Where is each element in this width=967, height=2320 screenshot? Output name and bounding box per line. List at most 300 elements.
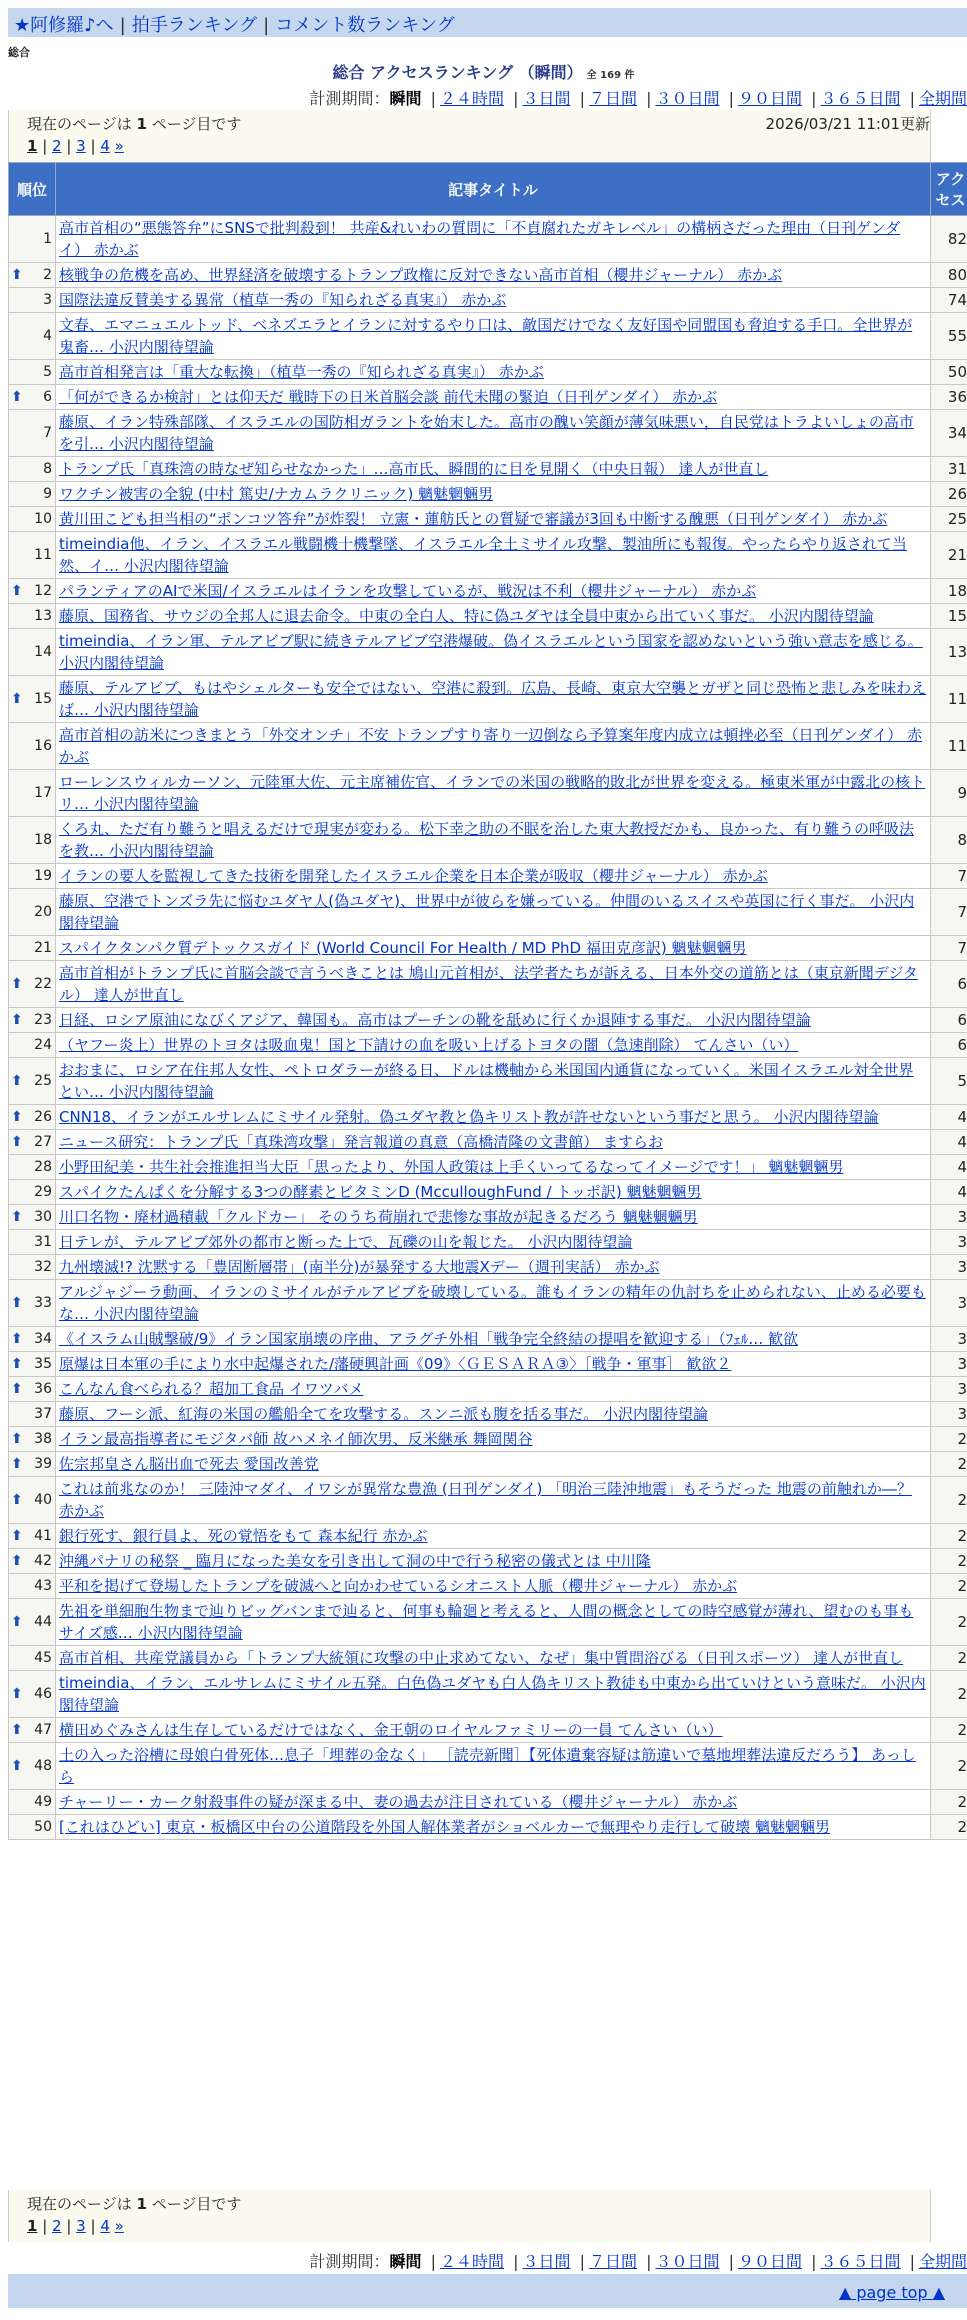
article-title-link[interactable]: 原爆は日本軍の手により水中起爆された/藩硬興計画《09》〈ＧＥＳＡＲＡ③〉［戦争・軍事］ 歓欲２ <box>59 1355 732 1373</box>
table-row <box>9 604 967 629</box>
title-cell <box>56 1130 931 1155</box>
rank-cell <box>9 1452 56 1477</box>
table-row <box>9 1646 967 1671</box>
period-link-30d-bottom[interactable]: ３０日間 <box>655 2252 720 2271</box>
title-cell <box>56 313 931 360</box>
rank-up-arrow-icon: ⬆ <box>11 1331 23 1347</box>
access-count: 6 <box>931 961 967 1008</box>
title-cell <box>56 1574 931 1599</box>
article-title-link[interactable]: パランティアのAIで米国/イスラエルはイランを攻撃しているが、戦況は不利（櫻井ジャーナル） 赤かぶ <box>59 582 757 600</box>
article-title-link[interactable]: CNN18、イランがエルサレムにミサイル発射。偽ユダヤ教と偽キリスト教が許せないという事だと思う。 小沢内閣待望論 <box>59 1108 879 1126</box>
article-title-link[interactable]: これは前兆なのか！ 三陸沖マダイ、イワシが異常な豊漁 (日刊ゲンダイ) 「明治三陸沖地震」もそうだった 地震の前触れか―？ 赤かぶ <box>59 1480 912 1520</box>
article-title-link[interactable]: timeindia他、イラン、イスラエル戦闘機十機撃墜、イスラエル全土ミサイル攻撃、製油所にも報復。やったらやり返されて当然、イ… 小沢内閣待望論 <box>59 535 907 575</box>
rank-cell <box>9 482 56 507</box>
rank-cell <box>9 1477 56 1524</box>
rank-cell <box>9 1524 56 1549</box>
rank-cell <box>9 1549 56 1574</box>
title-cell <box>56 1155 931 1180</box>
access-count: 2 <box>931 1646 967 1671</box>
table-row <box>9 216 967 263</box>
current-page-text-bottom: 現在のページは 1 ページ目です <box>27 2195 242 2213</box>
title-cell <box>56 482 931 507</box>
rank-number: 16 <box>34 738 52 754</box>
rank-cell <box>9 1646 56 1671</box>
period-link-365d-bottom[interactable]: ３６５日間 <box>820 2252 901 2271</box>
article-title-link[interactable]: ワクチン被害の全貌 (中村 篤史/ナカムラクリニック) 魑魅魍魎男 <box>59 485 494 503</box>
access-count: 80 <box>931 263 967 288</box>
rank-cell <box>9 1790 56 1815</box>
rank-cell <box>9 385 56 410</box>
period-link-3d[interactable]: ３日間 <box>522 89 571 108</box>
rank-up-arrow-icon: ⬆ <box>11 1381 23 1397</box>
title-cell <box>56 1646 931 1671</box>
nav-separator: | <box>119 15 126 36</box>
title-cell <box>56 410 931 457</box>
access-count: 3 <box>931 1352 967 1377</box>
title-cell <box>56 1377 931 1402</box>
access-count: 2 <box>931 1549 967 1574</box>
rank-cell <box>9 1743 56 1790</box>
article-title-link[interactable]: 藤原、国務省、サウジの全邦人に退去命令。中東の全白人、特に偽ユダヤは全員中東から出ていく事だ。 小沢内閣待望論 <box>59 607 874 625</box>
article-title-link[interactable]: 高市首相の訪米につきまとう「外交オンチ」不安 トランプすり寄り一辺倒なら予算案年度内成立は頓挫必至（日刊ゲンダイ） 赤かぶ <box>59 726 923 766</box>
rank-number: 23 <box>34 1012 52 1028</box>
rank-cell <box>9 579 56 604</box>
table-row <box>9 288 967 313</box>
rank-up-arrow-icon: ⬆ <box>11 1722 23 1738</box>
page-link-1[interactable]: 1 <box>27 137 38 155</box>
rank-up-arrow-icon: ⬆ <box>11 1012 23 1028</box>
access-count: 3 <box>931 1230 967 1255</box>
title-cell <box>56 1427 931 1452</box>
table-row <box>9 1255 967 1280</box>
rank-cell <box>9 532 56 579</box>
title-cell <box>56 1402 931 1427</box>
access-count: 36 <box>931 385 967 410</box>
article-title-link[interactable]: 「何ができるか検討」とは仰天だ 戦時下の日米首脳会談 前代未聞の緊迫（日刊ゲンダイ） 赤かぶ <box>59 388 718 406</box>
article-title-link[interactable]: イランの要人を監視してきた技術を開発したイスラエル企業を日本企業が吸収（櫻井ジャーナル） 赤かぶ <box>59 867 768 885</box>
table-row <box>9 1549 967 1574</box>
rank-number: 42 <box>34 1553 52 1569</box>
article-title-link[interactable]: くろ丸、ただ有り難うと唱えるだけで現実が変わる。松下幸之助の不眠を治した東大教授だかも、良かった、有り難うの呼吸法を教… 小沢内閣待望論 <box>59 820 915 860</box>
rank-number: 14 <box>34 644 52 660</box>
rank-cell <box>9 1599 56 1646</box>
table-row <box>9 1815 967 1840</box>
rank-number: 1 <box>43 231 52 247</box>
title-cell <box>56 1352 931 1377</box>
access-count: 8 <box>931 817 967 864</box>
rank-number: 39 <box>34 1456 52 1472</box>
table-row <box>9 1280 967 1327</box>
article-title-link[interactable]: 黄川田こども担当相の“ポンコツ答弁”が炸裂！ 立憲・蓮舫氏との質疑で審議が3回も中断する醜悪（日刊ゲンダイ） 赤かぶ <box>59 510 888 528</box>
rank-up-arrow-icon: ⬆ <box>11 1553 23 1569</box>
article-title-link[interactable]: 小野田紀美・共生社会推進担当大臣「思ったより、外国人政策は上手くいってるなってイメージです！」 魑魅魍魎男 <box>59 1158 844 1176</box>
title-cell <box>56 532 931 579</box>
title-cell <box>56 723 931 770</box>
rank-cell <box>9 1280 56 1327</box>
rank-cell <box>9 1155 56 1180</box>
rank-number: 3 <box>43 292 52 308</box>
access-count: 50 <box>931 360 967 385</box>
page-info-top <box>8 110 931 162</box>
table-row <box>9 482 967 507</box>
period-link-7d[interactable]: ７日間 <box>588 89 637 108</box>
access-count: 3 <box>931 1205 967 1230</box>
rank-number: 34 <box>34 1331 52 1347</box>
page-link-1-bottom[interactable]: 1 <box>27 2217 38 2235</box>
article-title-link[interactable]: 《イスラム山賊撃破/9》イラン国家崩壊の序曲、アラグチ外相「戦争完全終結の提唱を歓迎する」（ﾌｪﾙ… 歓欲 <box>59 1330 799 1348</box>
title-cell <box>56 1255 931 1280</box>
category-label: 総合 <box>8 46 30 59</box>
rank-up-arrow-icon: ⬆ <box>11 1456 23 1472</box>
table-row <box>9 579 967 604</box>
rank-cell <box>9 1815 56 1840</box>
rank-up-arrow-icon: ⬆ <box>11 976 23 992</box>
rank-cell <box>9 604 56 629</box>
rank-cell <box>9 770 56 817</box>
top-nav-bar <box>8 8 967 37</box>
rank-up-arrow-icon: ⬆ <box>11 1528 23 1544</box>
period-link-all[interactable]: 全期間 <box>918 89 967 108</box>
title-cell <box>56 1180 931 1205</box>
access-count: 2 <box>931 1671 967 1718</box>
rank-number: 15 <box>34 691 52 707</box>
rank-cell <box>9 288 56 313</box>
article-title-link[interactable]: 藤原、イラン特殊部隊、イスラエルの国防相ガラントを始末した。高市の醜い笑顔が薄気味悪い，自民党はトラよいしょの高市を引… 小沢内閣待望論 <box>59 413 914 453</box>
period-link-30d[interactable]: ３０日間 <box>655 89 720 108</box>
access-count: 7 <box>931 864 967 889</box>
access-count: 74 <box>931 288 967 313</box>
rank-cell <box>9 1352 56 1377</box>
nav-link-asyura[interactable]: ★阿修羅♪へ <box>14 15 114 36</box>
article-title-link[interactable]: 高市首相がトランプ氏に首脳会談で言うべきことは 鳩山元首相が、法学者たちが訴える、日本外交の道筋とは（東京新聞デジタル） 達人が世直し <box>59 964 918 1004</box>
period-link-3d-bottom[interactable]: ３日間 <box>522 2252 571 2271</box>
rank-number: 33 <box>34 1295 52 1311</box>
nav-separator: | <box>263 15 270 36</box>
header-rank: 順位 <box>9 163 56 216</box>
article-title-link[interactable]: トランプ氏「真珠湾の時なぜ知らせなかった」…高市氏、瞬間的に目を見開く（中央日報） 達人が世直し <box>59 460 769 478</box>
title-cell <box>56 1452 931 1477</box>
article-title-link[interactable]: 日経、ロシア原油になびくアジア、韓国も。高市はプーチンの靴を舐めに行くか退陣する事だ。 小沢内閣待望論 <box>59 1011 811 1029</box>
rank-number: 40 <box>34 1492 52 1508</box>
table-row <box>9 1427 967 1452</box>
article-title-link[interactable]: （ヤフー炎上）世界のトヨタは吸血鬼！国と下請けの血を吸い上げるトヨタの闇（急速削除） てんさい（い） <box>59 1036 799 1054</box>
title-cell <box>56 889 931 936</box>
title-cell <box>56 1477 931 1524</box>
access-count: 31 <box>931 457 967 482</box>
title-cell <box>56 1327 931 1352</box>
rank-number: 31 <box>34 1234 52 1250</box>
pagination-bottom: 1 | 2 | 3 | 4 » <box>27 2217 124 2235</box>
access-count: 4 <box>931 1180 967 1205</box>
rank-cell <box>9 1105 56 1130</box>
rank-number: 37 <box>34 1406 52 1422</box>
rank-number: 30 <box>34 1209 52 1225</box>
access-count: 2 <box>931 1452 967 1477</box>
access-count: 2 <box>931 1599 967 1646</box>
title-cell <box>56 457 931 482</box>
article-title-link[interactable]: 日テレが、テルアビブ郊外の都市と断った上で、瓦礫の山を報じた。 小沢内閣待望論 <box>59 1233 633 1251</box>
page-next-link-bottom[interactable]: » <box>114 2217 124 2235</box>
rank-cell <box>9 1180 56 1205</box>
access-count: 3 <box>931 1377 967 1402</box>
article-title-link[interactable]: 藤原、テルアビブ、もはやシェルターも安全ではない、空港に殺到。広島、長崎、東京大空襲とガザと同じ恐怖と悲しみを味わえば… 小沢内閣待望論 <box>59 679 927 719</box>
table-row <box>9 1205 967 1230</box>
period-link-90d[interactable]: ９０日間 <box>737 89 802 108</box>
rank-number: 35 <box>34 1356 52 1372</box>
article-title-link[interactable]: 九州壊滅!? 沈黙する「豊固断層帯」(南半分)が暴発する大地震Xデー（週刊実話） 赤かぶ <box>59 1258 660 1276</box>
table-row <box>9 889 967 936</box>
rank-cell <box>9 1255 56 1280</box>
rank-cell <box>9 889 56 936</box>
title-cell <box>56 604 931 629</box>
access-count: 26 <box>931 482 967 507</box>
page-link-3[interactable]: 3 <box>76 137 86 155</box>
access-count: 5 <box>931 1058 967 1105</box>
rank-cell <box>9 507 56 532</box>
table-row <box>9 723 967 770</box>
title-cell <box>56 817 931 864</box>
table-row <box>9 1743 967 1790</box>
table-row <box>9 770 967 817</box>
title-cell <box>56 1230 931 1255</box>
title-cell <box>56 1008 931 1033</box>
period-link-90d-bottom[interactable]: ９０日間 <box>737 2252 802 2271</box>
ranking-table <box>8 162 967 1840</box>
access-count: 11 <box>931 723 967 770</box>
table-row <box>9 1130 967 1155</box>
rank-up-arrow-icon: ⬆ <box>11 1295 23 1311</box>
page-link-3-bottom[interactable]: 3 <box>76 2217 86 2235</box>
rank-number: 4 <box>43 328 52 344</box>
article-title-link[interactable]: スパイクタンパク質デトックスガイド (World Council For Health / MD PhD 福田克彦訳) 魑魅魍魎男 <box>59 939 747 957</box>
rank-number: 17 <box>34 785 52 801</box>
article-title-link[interactable]: ローレンスウィルカーソン、元陸軍大佐、元主席補佐官、イランでの米国の戦略的敗北が世界を変える。極東米軍が中露北の核トリ… 小沢内閣待望論 <box>59 773 926 813</box>
title-cell <box>56 1599 931 1646</box>
pagination-top: 1 | 2 | 3 | 4 » <box>27 137 124 155</box>
header-access: アクセス <box>931 163 967 216</box>
table-row <box>9 817 967 864</box>
access-count: 4 <box>931 1105 967 1130</box>
period-label: 計測期間： <box>309 89 390 108</box>
article-title-link[interactable]: 平和を掲げて登場したトランプを破滅へと向かわせているシオニスト人脈（櫻井ジャーナル） 赤かぶ <box>59 1577 738 1595</box>
title-cell <box>56 1549 931 1574</box>
table-row <box>9 1105 967 1130</box>
article-title-link[interactable]: [これはひどい] 東京・板橋区中台の公道階段を外国人解体業者がショベルカーで無理やり走行して破壊 魑魅魍魎男 <box>59 1818 830 1836</box>
article-title-link[interactable]: 銀行死す、銀行員よ、死の覚悟をもて 森本紀行 赤かぶ <box>59 1527 428 1545</box>
rank-cell <box>9 1033 56 1058</box>
rank-up-arrow-icon: ⬆ <box>11 1492 23 1508</box>
rank-number: 44 <box>34 1614 52 1630</box>
rank-number: 6 <box>43 389 52 405</box>
title-cell <box>56 1105 931 1130</box>
rank-number: 27 <box>34 1134 52 1150</box>
page-top-link[interactable]: ▲ page top ▲ <box>838 2283 945 2302</box>
article-title-link[interactable]: timeindia、イラン、エルサレムにミサイル五発。白色偽ユダヤも白人偽キリスト教徒も中東から出ていけという意味だ。 小沢内閣待望論 <box>59 1674 926 1714</box>
rank-number: 47 <box>34 1722 52 1738</box>
rank-cell <box>9 457 56 482</box>
access-count: 2 <box>931 1427 967 1452</box>
rank-cell <box>9 1671 56 1718</box>
rank-cell <box>9 410 56 457</box>
page-link-2-bottom[interactable]: 2 <box>52 2217 62 2235</box>
period-link-24h-bottom[interactable]: ２４時間 <box>439 2252 504 2271</box>
page-title <box>0 60 967 83</box>
article-title-link[interactable]: 川口名物・廃材過積載「クルドカー」 そのうち荷崩れで悲惨な事故が起きるだろう 魑魅魍魎男 <box>59 1208 698 1226</box>
period-link-all-bottom[interactable]: 全期間 <box>918 2252 967 2271</box>
nav-link-comment-ranking[interactable]: コメント数ランキング <box>275 15 455 36</box>
rank-number: 22 <box>34 976 52 992</box>
rank-up-arrow-icon: ⬆ <box>11 1209 23 1225</box>
table-row <box>9 263 967 288</box>
access-count: 2 <box>931 1743 967 1790</box>
page-link-4-bottom[interactable]: 4 <box>100 2217 110 2235</box>
rank-number: 38 <box>34 1431 52 1447</box>
article-title-link[interactable]: イラン最高指導者にモジタバ師 故ハメネイ師次男、反米継承 舞岡関谷 <box>59 1430 533 1448</box>
rank-up-arrow-icon: ⬆ <box>11 1073 23 1089</box>
title-cell <box>56 288 931 313</box>
rank-number: 2 <box>43 267 52 283</box>
rank-up-arrow-icon: ⬆ <box>11 583 23 599</box>
nav-link-applause-ranking[interactable]: 拍手ランキング <box>131 15 258 36</box>
access-count: 2 <box>931 1718 967 1743</box>
title-cell <box>56 1671 931 1718</box>
table-row <box>9 1790 967 1815</box>
rank-cell <box>9 1718 56 1743</box>
title-cell <box>56 864 931 889</box>
table-row <box>9 507 967 532</box>
rank-number: 13 <box>34 608 52 624</box>
table-row <box>9 1671 967 1718</box>
rank-number: 41 <box>34 1528 52 1544</box>
rank-cell <box>9 1130 56 1155</box>
title-cell <box>56 936 931 961</box>
access-count: 2 <box>931 1477 967 1524</box>
article-title-link[interactable]: 佐宗邦皇さん脳出血で死去 愛国改善党 <box>59 1455 319 1473</box>
rank-number: 5 <box>43 364 52 380</box>
access-count: 4 <box>931 1130 967 1155</box>
page-link-4[interactable]: 4 <box>100 137 110 155</box>
title-cell <box>56 360 931 385</box>
rank-number: 49 <box>34 1794 52 1810</box>
rank-number: 19 <box>34 868 52 884</box>
period-link-24h[interactable]: ２４時間 <box>439 89 504 108</box>
rank-cell <box>9 263 56 288</box>
table-row <box>9 1008 967 1033</box>
rank-up-arrow-icon: ⬆ <box>11 267 23 283</box>
article-title-link[interactable]: 藤原、空港でトンズラ先に悩むユダヤ人(偽ユダヤ)、世界中が彼らを嫌っている。仲間のいるスイスや英国に行く事だ。 小沢内閣待望論 <box>59 892 915 932</box>
rank-cell <box>9 864 56 889</box>
rank-up-arrow-icon: ⬆ <box>11 1758 23 1774</box>
rank-cell <box>9 1427 56 1452</box>
title-cell <box>56 385 931 410</box>
access-count: 6 <box>931 1033 967 1058</box>
footer-bar <box>8 2274 967 2308</box>
article-title-link[interactable]: おおまに、ロシア在住邦人女性、ペトロダラーが終る日、ドルは機軸から米国国内通貨になっていく。米国イスラエル対全世界とい… 小沢内閣待望論 <box>59 1061 914 1101</box>
rank-number: 43 <box>34 1578 52 1594</box>
title-cell <box>56 263 931 288</box>
page-link-2[interactable]: 2 <box>52 137 62 155</box>
period-link-7d-bottom[interactable]: ７日間 <box>588 2252 637 2271</box>
page-title-text: 総合 アクセスランキング （瞬間） <box>332 63 583 82</box>
table-row <box>9 1180 967 1205</box>
current-page-text: 現在のページは 1 ページ目です <box>27 115 242 133</box>
article-title-link[interactable]: 高市首相の“悪態答弁”にSNSで批判殺到！ 共産&れいわの質問に「不貞腐れたガキレベル」の構柄さだった理由（日刊ゲンダイ） 赤かぶ <box>59 219 901 259</box>
rank-number: 48 <box>34 1758 52 1774</box>
access-count: 2 <box>931 1790 967 1815</box>
rank-number: 10 <box>34 511 52 527</box>
rank-cell <box>9 216 56 263</box>
table-row <box>9 864 967 889</box>
title-cell <box>56 507 931 532</box>
article-title-link[interactable]: スパイクたんぱくを分解する3つの酵素とビタミンD (McculloughFund / トッポ訳) 魑魅魍魎男 <box>59 1183 702 1201</box>
article-title-link[interactable]: timeindia、イラン軍、テルアビブ駅に続きテルアビブ空港爆破。偽イスラエルという国家を認めないという強い意志を感じる。 小沢内閣待望論 <box>59 632 923 672</box>
article-title-link[interactable]: 横田めぐみさんは生存しているだけではなく、金王朝のロイヤルファミリーの一員 てんさい（い） <box>59 1721 723 1739</box>
page-next-link[interactable]: » <box>114 137 124 155</box>
title-cell <box>56 216 931 263</box>
table-row <box>9 1327 967 1352</box>
rank-up-arrow-icon: ⬆ <box>11 1356 23 1372</box>
table-row <box>9 1524 967 1549</box>
table-row <box>9 532 967 579</box>
title-cell <box>56 579 931 604</box>
table-row <box>9 385 967 410</box>
table-row <box>9 676 967 723</box>
article-title-link[interactable]: アルジャジーラ動画、イランのミサイルがテルアビブを破壊している。誰もイランの精年の仇討ちを止められない、止める必要もな… 小沢内閣待望論 <box>59 1283 926 1323</box>
article-title-link[interactable]: 国際法違反賛美する異常（植草一秀の『知られざる真実』） 赤かぶ <box>59 291 507 309</box>
access-count: 7 <box>931 936 967 961</box>
table-row <box>9 1599 967 1646</box>
table-row <box>9 457 967 482</box>
title-cell <box>56 770 931 817</box>
rank-up-arrow-icon: ⬆ <box>11 1686 23 1702</box>
rank-number: 32 <box>34 1259 52 1275</box>
access-count: 4 <box>931 1155 967 1180</box>
article-title-link[interactable]: 高市首相発言は「重大な転換」（植草一秀の『知られざる真実』） 赤かぶ <box>59 363 544 381</box>
rank-cell <box>9 1230 56 1255</box>
rank-cell <box>9 1327 56 1352</box>
access-count: 25 <box>931 507 967 532</box>
rank-up-arrow-icon: ⬆ <box>11 691 23 707</box>
rank-up-arrow-icon: ⬆ <box>11 389 23 405</box>
article-title-link[interactable]: チャーリー・カーク射殺事件の疑が深まる中、妻の過去が注目されている（櫻井ジャーナル） 赤かぶ <box>59 1793 738 1811</box>
rank-cell <box>9 1008 56 1033</box>
article-title-link[interactable]: 沖縄パナリの秘祭 _ 臨月になった美女を引き出して洞の中で行う秘密の儀式とは 中川隆 <box>59 1552 651 1570</box>
rank-cell <box>9 817 56 864</box>
article-title-link[interactable]: こんなん食べられる？超加工食品 イワツバメ <box>59 1380 364 1398</box>
article-title-link[interactable]: 藤原、フーシ派、紅海の米国の艦船全てを攻撃する。スンニ派も腹を括る事だ。 小沢内閣待望論 <box>59 1405 709 1423</box>
article-title-link[interactable]: 高市首相、共産党議員から「トランプ大統領に攻撃の中止求めてない、なぜ」集中質問浴びる（日刊スポーツ） 達人が世直し <box>59 1649 904 1667</box>
table-row <box>9 313 967 360</box>
rank-cell <box>9 676 56 723</box>
rank-number: 18 <box>34 832 52 848</box>
table-row <box>9 1033 967 1058</box>
rank-number: 50 <box>34 1819 52 1835</box>
rank-number: 28 <box>34 1159 52 1175</box>
rank-number: 29 <box>34 1184 52 1200</box>
total-count: 全 169 件 <box>586 70 635 81</box>
rank-up-arrow-icon: ⬆ <box>11 1134 23 1150</box>
article-title-link[interactable]: 核戦争の危機を高め、世界経済を破壊するトランプ政権に反対できない高市首相（櫻井ジャーナル） 赤かぶ <box>59 266 783 284</box>
access-count: 15 <box>931 604 967 629</box>
period-selector-bottom: 計測期間：瞬間 | ２４時間 | ３日間 | ７日間 | ３０日間 | ９０日間 | ３６５日間 | 全期間 <box>309 2252 967 2271</box>
period-link-365d[interactable]: ３６５日間 <box>820 89 901 108</box>
article-title-link[interactable]: ニュース研究：トランプ氏「真珠湾攻撃」発言報道の真意（高橋清隆の文書館） ますらお <box>59 1133 664 1151</box>
article-title-link[interactable]: 先祖を単細胞生物まで辿りビッグバンまで辿ると、何事も輪廻と考えると、人間の概念としての時空感覚が薄れ、望むのも事もサイズ感… 小沢内閣待望論 <box>59 1602 914 1642</box>
access-count: 82 <box>931 216 967 263</box>
article-title-link[interactable]: 土の入った浴槽に母娘白骨死体…息子「埋葬の金なく」 ［読売新聞］【死体遺棄容疑は筋違いで墓地埋葬法違反だろう】 あっしら <box>59 1746 916 1786</box>
access-count: 2 <box>931 1574 967 1599</box>
article-title-link[interactable]: 文春、エマニュエルトッド、ベネズエラとイランに対するやり口は、敵国だけでなく友好国や同盟国も脅迫する手口。全世界が鬼畜… 小沢内閣待望論 <box>59 316 913 356</box>
